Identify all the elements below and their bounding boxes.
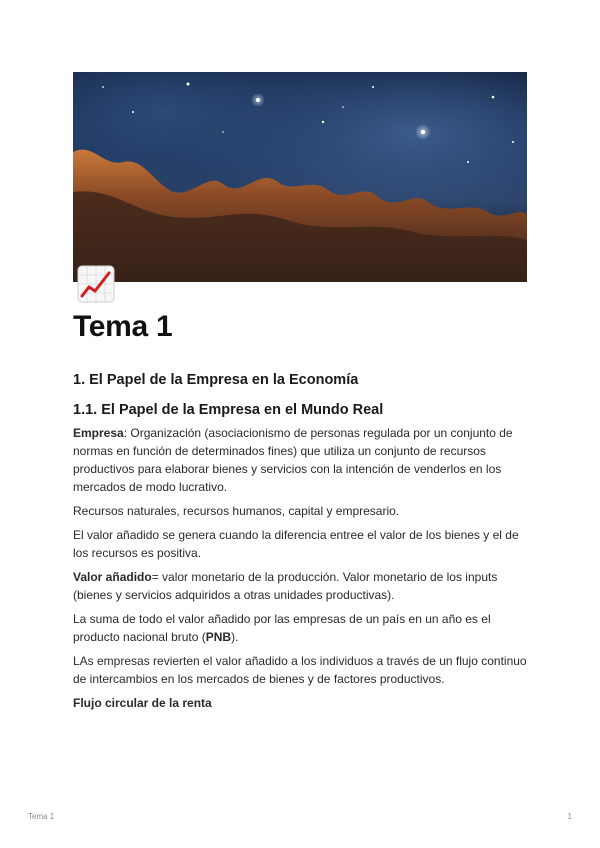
paragraph-flujo-circular — [73, 694, 533, 712]
term-flujo-circular: Flujo circular de la renta — [73, 696, 212, 710]
page-title: Tema 1 — [73, 310, 173, 343]
cover-image — [73, 72, 527, 282]
paragraph-recursos: Recursos naturales, recursos humanos, capital y empresario. — [73, 504, 400, 518]
definition-empresa: : Organización (asociacionismo de personas regulada por un conjunto de normas en función de determinados fines) que utiliza un conjunto de recursos productivos para elaborar bienes y servicios con la intención de venderlos en los mercados de modo lucrativo. — [73, 426, 513, 494]
paragraph-valor-generado: El valor añadido se genera cuando la diferencia entree el valor de los bienes y el de los recursos es positiva. — [73, 528, 519, 560]
term-pnb: PNB — [205, 630, 232, 644]
paragraph-valor-anadido — [73, 568, 533, 604]
paragraph-pnb — [73, 610, 533, 646]
paragraph-flujo: LAs empresas revierten el valor añadido a los individuos a través de un flujo continuo de intercambios en los mercados de bienes y de factores productivos. — [73, 654, 527, 686]
footer-page-number: 1 — [567, 812, 572, 821]
definition-valor-anadido: = valor monetario de la producción. Valor monetario de los inputs (bienes y servicios adquiridos a otras unidades productivas). — [73, 570, 498, 602]
term-valor-anadido: Valor añadido — [73, 570, 152, 584]
pnb-text-after: ). — [231, 630, 239, 644]
paragraph-empresa — [73, 424, 533, 496]
heading-section-1: 1. El Papel de la Empresa en la Economía — [73, 372, 359, 388]
term-empresa: Empresa — [73, 426, 124, 440]
pnb-text-before: La suma de todo el valor añadido por las empresas de un país en un año es el producto nacional bruto ( — [73, 612, 491, 644]
heading-section-1-1: 1.1. El Papel de la Empresa en el Mundo Real — [73, 402, 384, 418]
page-content — [73, 372, 533, 718]
footer-title: Tema 1 — [28, 812, 55, 821]
chart-increasing-icon — [77, 265, 115, 303]
